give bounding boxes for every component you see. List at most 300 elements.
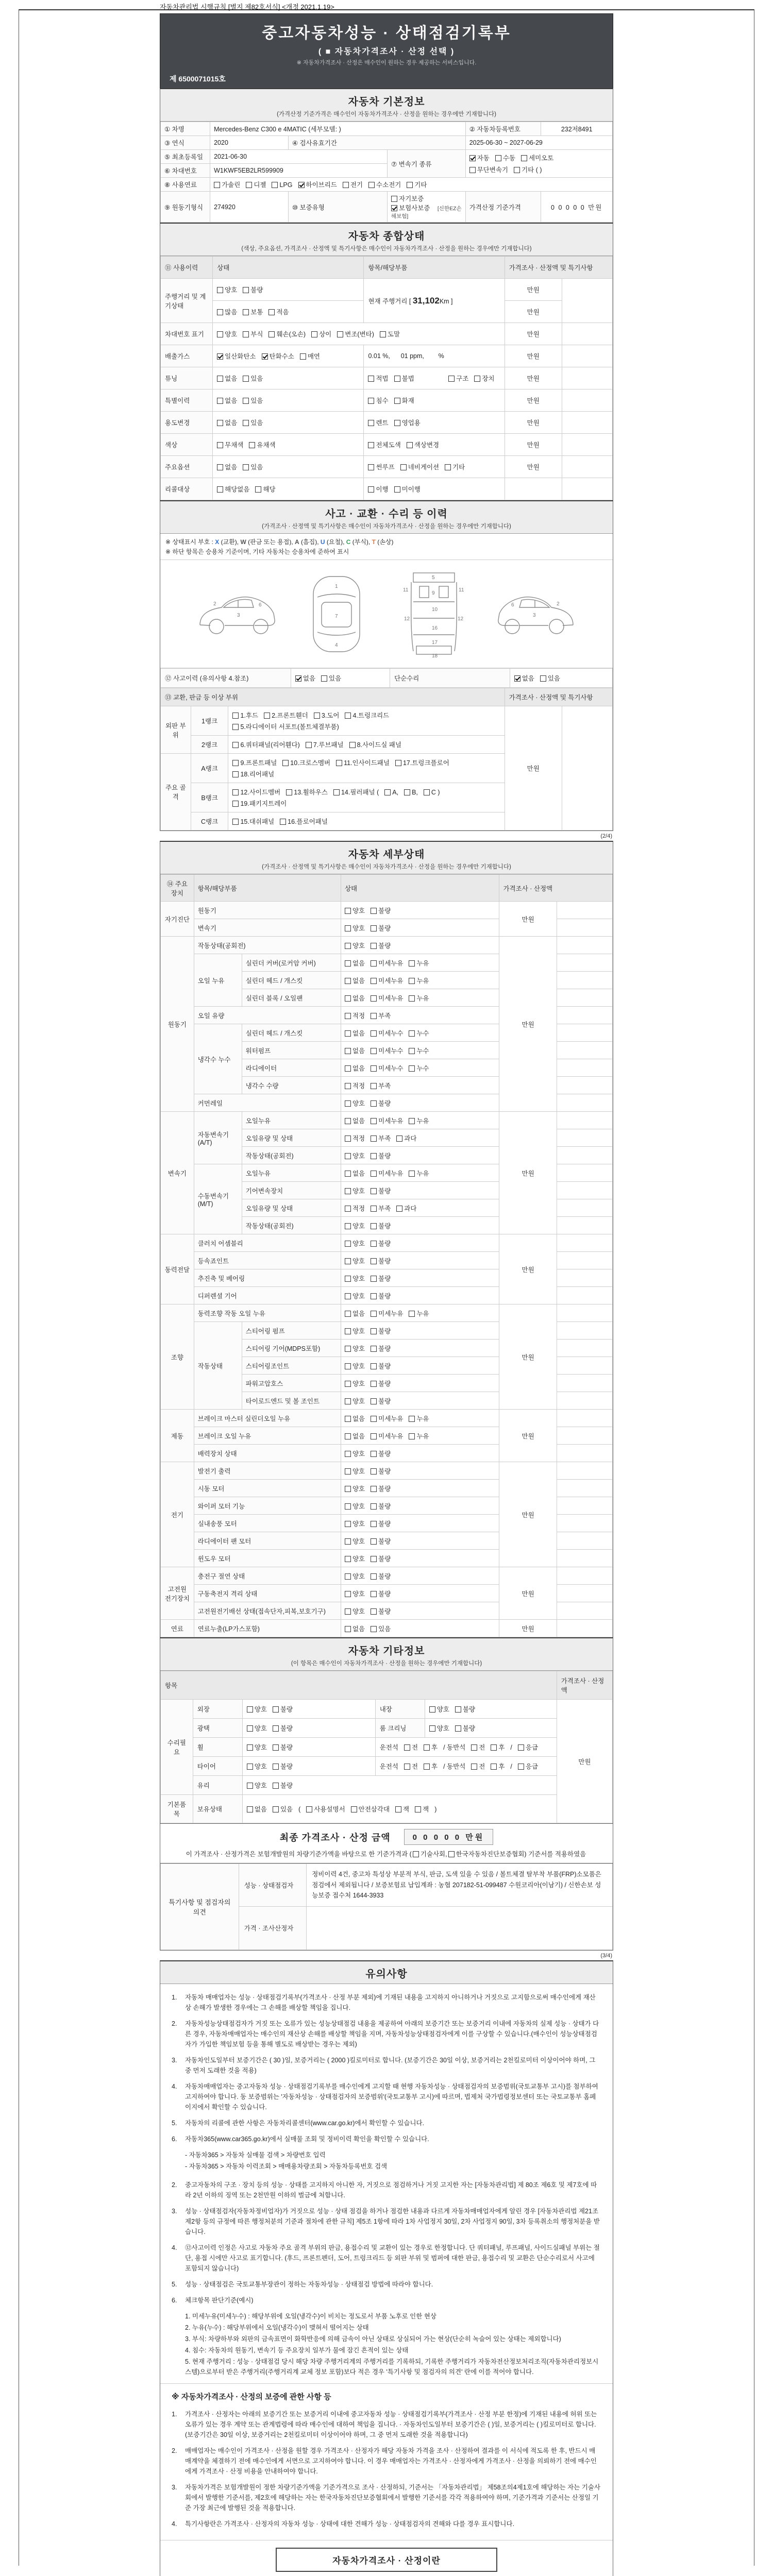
checkbox[interactable] <box>345 1118 351 1124</box>
checkbox[interactable] <box>371 1276 377 1282</box>
checkbox[interactable] <box>368 182 375 188</box>
table-header-row <box>161 875 613 902</box>
group-label-frame: 주요 골격 <box>161 754 191 831</box>
checkbox[interactable] <box>429 1725 435 1732</box>
checkbox[interactable] <box>243 398 249 404</box>
checkbox[interactable] <box>246 182 252 188</box>
state-options <box>341 1410 499 1427</box>
checkbox[interactable] <box>273 1725 279 1732</box>
checkbox[interactable] <box>232 760 239 766</box>
checkbox[interactable] <box>273 1806 279 1812</box>
checkbox[interactable] <box>371 1538 377 1545</box>
checkbox[interactable] <box>345 1626 351 1632</box>
checkbox[interactable] <box>371 1363 377 1369</box>
checkbox[interactable] <box>409 1311 415 1317</box>
checkbox[interactable] <box>247 1783 253 1789</box>
legend-prefix: ※ 상태표시 부호 : <box>165 538 215 546</box>
checkbox[interactable] <box>232 801 239 807</box>
checkbox[interactable] <box>409 1030 415 1037</box>
check-label: 불량 <box>378 1345 391 1352</box>
notice-sub-text: - 자동차365 > 자동차 이력조회 > 매매용차량조회 > 자동차등록번호 검색 <box>185 2162 388 2170</box>
section-overall-note: (색상, 주요옵션, 가격조사 · 산정액 및 특기사항은 매수인이 자동차가격조사 · 산정을 원하는 경우에만 기재합니다) <box>241 246 532 252</box>
checkbox[interactable] <box>247 1806 253 1812</box>
checkbox[interactable] <box>371 1346 377 1352</box>
checkbox[interactable] <box>371 1433 377 1439</box>
checkbox[interactable] <box>371 1013 377 1019</box>
checkbox[interactable] <box>448 1851 455 1857</box>
section-etc-header <box>160 1638 613 1671</box>
checkbox[interactable] <box>345 1206 351 1212</box>
checkbox[interactable] <box>273 1706 279 1713</box>
checkbox[interactable] <box>424 1764 430 1770</box>
checkbox[interactable] <box>491 1764 497 1770</box>
checkbox[interactable] <box>371 1608 377 1615</box>
checkbox[interactable] <box>371 1258 377 1264</box>
checkbox[interactable] <box>409 1065 415 1072</box>
checkbox[interactable] <box>424 1744 430 1751</box>
checkbox[interactable] <box>371 1206 377 1212</box>
checkbox[interactable] <box>232 771 239 777</box>
svg-text:3: 3 <box>533 612 536 618</box>
checkbox[interactable] <box>280 819 286 825</box>
checkbox[interactable] <box>345 1013 351 1019</box>
checkbox[interactable] <box>371 1398 377 1404</box>
checkbox[interactable] <box>217 331 223 337</box>
checkbox[interactable] <box>409 1433 415 1439</box>
checkbox[interactable] <box>345 1276 351 1282</box>
checkbox[interactable] <box>371 1136 377 1142</box>
checkbox[interactable] <box>395 1806 401 1812</box>
checkbox[interactable] <box>345 925 351 931</box>
notice-sub-item <box>185 2345 601 2355</box>
state-options <box>213 412 364 434</box>
guarantee-list <box>160 2406 613 2540</box>
checkbox[interactable] <box>396 1206 402 1212</box>
check-label: 양호 <box>352 1485 365 1493</box>
checkbox[interactable] <box>371 925 377 931</box>
checkbox[interactable] <box>471 1744 477 1751</box>
checkbox[interactable] <box>306 1806 312 1812</box>
checkbox[interactable] <box>217 486 223 493</box>
checkbox[interactable] <box>371 1030 377 1037</box>
checkbox[interactable] <box>345 1083 351 1089</box>
checkbox[interactable] <box>243 287 249 293</box>
checkbox[interactable] <box>345 1591 351 1597</box>
checkbox[interactable] <box>345 1503 351 1510</box>
checkbox[interactable] <box>345 1188 351 1194</box>
checkbox[interactable] <box>345 1608 351 1615</box>
checkbox[interactable] <box>345 1328 351 1334</box>
state-options <box>341 1497 499 1515</box>
checkbox[interactable] <box>396 1136 402 1142</box>
note-cell <box>557 919 612 937</box>
checkbox[interactable] <box>540 675 546 682</box>
check-option <box>371 1484 391 1493</box>
checkbox[interactable] <box>345 713 351 719</box>
reg-no-value: 232저8491 <box>541 122 613 136</box>
checkbox[interactable] <box>217 420 223 426</box>
check-label: 도말 <box>387 331 400 338</box>
checkbox[interactable] <box>217 287 223 293</box>
checkbox[interactable] <box>321 675 327 682</box>
checkbox[interactable] <box>371 1591 377 1597</box>
checkbox-checked[interactable] <box>262 353 268 360</box>
checkbox[interactable] <box>345 1381 351 1387</box>
checkbox[interactable] <box>409 1118 415 1124</box>
checkbox[interactable] <box>247 1725 253 1732</box>
check-label: 불량 <box>378 1537 391 1545</box>
checkbox[interactable] <box>232 819 239 825</box>
checkbox[interactable] <box>300 353 306 360</box>
checkbox[interactable] <box>495 155 501 161</box>
checkbox[interactable] <box>345 995 351 1002</box>
checkbox[interactable] <box>368 464 374 470</box>
price-cell: 만원 <box>505 434 562 456</box>
checkbox[interactable] <box>407 442 413 448</box>
checkbox[interactable] <box>345 1065 351 1072</box>
checkbox[interactable] <box>268 309 275 315</box>
checkbox[interactable] <box>345 1171 351 1177</box>
state-options <box>341 1550 499 1567</box>
checkbox[interactable] <box>371 1626 377 1632</box>
check-option <box>424 1742 438 1752</box>
checkbox[interactable] <box>345 1346 351 1352</box>
checkbox[interactable] <box>217 442 223 448</box>
checkbox[interactable] <box>345 1451 351 1457</box>
checkbox[interactable] <box>368 442 374 448</box>
check-label: ( <box>298 1806 301 1813</box>
checkbox[interactable] <box>368 376 374 382</box>
checkbox[interactable] <box>409 995 415 1002</box>
checkbox-checked[interactable] <box>391 205 397 211</box>
legend-symbol: U <box>320 538 325 546</box>
checkbox[interactable] <box>380 331 386 337</box>
checkbox[interactable] <box>518 1764 524 1770</box>
checkbox[interactable] <box>337 331 343 337</box>
check-label: 양호 <box>352 1240 365 1247</box>
checkbox[interactable] <box>371 1188 377 1194</box>
check-label: 3.도어 <box>321 712 340 719</box>
item-options <box>364 389 505 412</box>
checkbox[interactable] <box>371 1556 377 1562</box>
checkbox[interactable] <box>333 789 340 795</box>
checkbox[interactable] <box>391 196 397 202</box>
device-group-label: 제동 <box>161 1410 194 1462</box>
checkbox[interactable] <box>368 398 374 404</box>
checkbox[interactable] <box>232 713 239 719</box>
price-cell: 만원 <box>505 456 562 478</box>
checkbox[interactable] <box>409 1416 415 1422</box>
check-label: 양호 <box>254 1725 267 1732</box>
checkbox[interactable] <box>518 1744 524 1751</box>
checkbox[interactable] <box>371 1293 377 1299</box>
checkbox[interactable] <box>368 420 374 426</box>
inline-text <box>380 1742 398 1752</box>
checkbox[interactable] <box>345 1556 351 1562</box>
row-label: 타이어 <box>193 1757 242 1776</box>
checkbox[interactable] <box>272 182 278 188</box>
checkbox[interactable] <box>243 420 249 426</box>
checkbox[interactable] <box>345 943 351 949</box>
checkbox[interactable] <box>371 1083 377 1089</box>
checkbox[interactable] <box>371 1573 377 1580</box>
checkbox[interactable] <box>395 760 401 766</box>
checkbox[interactable] <box>368 486 374 493</box>
checkbox[interactable] <box>247 1706 253 1713</box>
checkbox[interactable] <box>273 1783 279 1789</box>
checkbox[interactable] <box>404 1764 410 1770</box>
checkbox-checked[interactable] <box>514 675 520 682</box>
check-label: 15.대쉬패널 <box>240 818 275 825</box>
svg-text:6: 6 <box>259 602 262 608</box>
check-label: 무채색 <box>225 442 244 449</box>
checkbox[interactable] <box>409 960 415 967</box>
inline-text <box>434 1806 436 1813</box>
checkbox[interactable] <box>345 1398 351 1404</box>
state-options <box>341 1094 499 1112</box>
checkbox[interactable] <box>264 713 270 719</box>
checkbox[interactable] <box>243 376 249 382</box>
note-cell <box>562 279 612 323</box>
checkbox[interactable] <box>407 182 413 188</box>
checkbox[interactable] <box>351 1806 357 1812</box>
checkbox[interactable] <box>345 1030 351 1037</box>
checkbox-checked[interactable] <box>217 353 223 360</box>
checkbox[interactable] <box>345 1153 351 1159</box>
checkbox[interactable] <box>455 1706 461 1713</box>
checkbox[interactable] <box>384 789 391 795</box>
state-options <box>341 937 499 954</box>
checkbox[interactable] <box>345 1363 351 1369</box>
checkbox[interactable] <box>232 742 239 748</box>
check-option <box>349 740 401 749</box>
check-option <box>345 1133 365 1143</box>
checkbox[interactable] <box>232 789 239 795</box>
checkbox[interactable] <box>345 1241 351 1247</box>
checkbox[interactable] <box>345 908 351 914</box>
note-cell <box>562 434 612 456</box>
checkbox[interactable] <box>345 1311 351 1317</box>
checkbox[interactable] <box>371 1468 377 1475</box>
checkbox[interactable] <box>371 1065 377 1072</box>
checkbox[interactable] <box>345 1573 351 1580</box>
rank-options-line1 <box>232 817 500 826</box>
checkbox[interactable] <box>394 420 400 426</box>
checkbox[interactable] <box>345 1258 351 1264</box>
checkbox[interactable] <box>371 1521 377 1527</box>
state-options <box>341 1427 499 1445</box>
checkbox[interactable] <box>217 376 223 382</box>
checkbox-checked[interactable] <box>295 675 301 682</box>
state-options <box>341 1287 499 1304</box>
checkbox[interactable] <box>345 1538 351 1545</box>
checkbox[interactable] <box>455 1725 461 1732</box>
check-label: 불량 <box>462 1706 476 1713</box>
checkbox[interactable] <box>345 978 351 984</box>
checkbox[interactable] <box>282 760 289 766</box>
checkbox[interactable] <box>404 1744 410 1751</box>
checkbox[interactable] <box>415 1806 421 1812</box>
checkbox[interactable] <box>217 309 223 315</box>
checkbox[interactable] <box>394 398 400 404</box>
checkbox[interactable] <box>345 1136 351 1142</box>
notice-item-number: 4. <box>172 2244 177 2251</box>
checkbox[interactable] <box>371 1503 377 1510</box>
row-label: 유리 <box>193 1776 242 1795</box>
checkbox[interactable] <box>314 713 320 719</box>
checkbox[interactable] <box>371 1118 377 1124</box>
check-label: 11.인사이드패널 <box>344 759 390 767</box>
note-cell <box>557 1602 612 1620</box>
rank-options-line1 <box>232 758 500 767</box>
item-label: 작동상태(공회전) <box>194 937 341 954</box>
check-label: 미세누수 <box>378 1047 404 1055</box>
checkbox[interactable] <box>217 398 223 404</box>
notice-sub-text: 2. 누유(누수) : 해당부위에서 오일(냉각수)이 맺혀서 떨어지는 상태 <box>185 2324 369 2331</box>
check-label: 보통 <box>250 309 263 316</box>
checkbox[interactable] <box>371 1486 377 1492</box>
checkbox[interactable] <box>371 995 377 1002</box>
checkbox[interactable] <box>371 1451 377 1457</box>
checkbox[interactable] <box>343 182 349 188</box>
table-row-etc <box>161 1719 613 1738</box>
svg-text:1: 1 <box>335 583 338 589</box>
checkbox[interactable] <box>409 1171 415 1177</box>
checkbox[interactable] <box>371 1381 377 1387</box>
checkbox[interactable] <box>243 331 249 337</box>
check-label: 운전석 <box>379 1763 398 1770</box>
checkbox[interactable] <box>247 1764 253 1770</box>
checkbox[interactable] <box>445 464 451 470</box>
checkbox[interactable] <box>345 1293 351 1299</box>
checkbox[interactable] <box>371 1223 377 1229</box>
rank-label: C랭크 <box>191 812 228 831</box>
checkbox[interactable] <box>273 1744 279 1751</box>
checkbox[interactable] <box>371 943 377 949</box>
item-label: 브레이크 오일 누유 <box>194 1427 341 1445</box>
svg-text:9: 9 <box>432 590 435 596</box>
checkbox[interactable] <box>371 1311 377 1317</box>
item-options <box>364 456 505 478</box>
checkbox[interactable] <box>371 1416 377 1422</box>
checkbox[interactable] <box>409 978 415 984</box>
check-option <box>371 1204 391 1213</box>
checkbox-checked[interactable] <box>469 155 476 161</box>
checkbox[interactable] <box>345 1521 351 1527</box>
checkbox[interactable] <box>413 1851 419 1857</box>
check-option <box>371 1624 391 1633</box>
checkbox[interactable] <box>371 1241 377 1247</box>
checkbox[interactable] <box>371 1328 377 1334</box>
checkbox[interactable] <box>514 167 520 173</box>
checkbox[interactable] <box>429 1706 435 1713</box>
checkbox[interactable] <box>394 486 400 493</box>
checkbox[interactable] <box>217 464 223 470</box>
row-label: 룸 크리닝 <box>375 1719 425 1738</box>
checkbox[interactable] <box>306 742 312 748</box>
table-row-detail <box>161 902 613 919</box>
notice-sub-text: - 자동차365 > 자동차 실매물 검색 > 차량번호 입력 <box>185 2151 326 2159</box>
checkbox[interactable] <box>286 789 292 795</box>
state-options <box>213 367 364 389</box>
notice-sub-item <box>185 2150 601 2160</box>
checkbox[interactable] <box>409 1048 415 1054</box>
checkbox[interactable] <box>345 1223 351 1229</box>
table-row <box>161 669 613 688</box>
note-cell <box>557 1077 612 1094</box>
check-label: 불량 <box>378 1520 391 1528</box>
checkbox[interactable] <box>249 442 255 448</box>
checkbox[interactable] <box>371 908 377 914</box>
checkbox[interactable] <box>469 167 476 173</box>
check-label: 디젤 <box>254 181 266 189</box>
note-cell <box>562 389 612 412</box>
checkbox[interactable] <box>345 1048 351 1054</box>
checkbox[interactable] <box>255 486 261 493</box>
checkbox[interactable] <box>400 464 407 470</box>
checkbox[interactable] <box>371 1048 377 1054</box>
check-label: 미세누유 <box>378 1310 404 1317</box>
checkbox-checked[interactable] <box>298 182 305 188</box>
checkbox[interactable] <box>243 309 249 315</box>
checkbox[interactable] <box>336 760 342 766</box>
check-label: / <box>510 1744 512 1751</box>
checkbox[interactable] <box>394 376 400 382</box>
checkbox[interactable] <box>371 1100 377 1107</box>
table-row-etc <box>161 1757 613 1776</box>
checkbox[interactable] <box>345 1486 351 1492</box>
check-label: 불량 <box>378 1467 391 1475</box>
checkbox[interactable] <box>345 1416 351 1422</box>
check-option <box>232 722 339 731</box>
checkbox[interactable] <box>345 1433 351 1439</box>
checkbox[interactable] <box>371 1153 377 1159</box>
checkbox[interactable] <box>371 960 377 967</box>
check-option <box>306 740 344 749</box>
checkbox[interactable] <box>273 1764 279 1770</box>
item-label: 오일유량 및 상태 <box>242 1199 341 1217</box>
checkbox[interactable] <box>471 1764 477 1770</box>
checkbox[interactable] <box>345 1468 351 1475</box>
check-option <box>345 1239 365 1248</box>
checkbox[interactable] <box>474 376 480 382</box>
checkbox[interactable] <box>424 789 430 795</box>
checkbox[interactable] <box>268 331 275 337</box>
check-option <box>518 1742 538 1752</box>
checkbox[interactable] <box>247 1744 253 1751</box>
check-option <box>345 1589 365 1598</box>
checkbox[interactable] <box>371 978 377 984</box>
check-label: 8.사이드실 패널 <box>357 741 401 749</box>
checkbox[interactable] <box>311 331 317 337</box>
checkbox[interactable] <box>371 1171 377 1177</box>
checkbox[interactable] <box>404 789 410 795</box>
checkbox[interactable] <box>448 376 455 382</box>
checkbox[interactable] <box>232 724 239 730</box>
checkbox[interactable] <box>243 464 249 470</box>
check-label: 양호 <box>352 1467 365 1475</box>
checkbox[interactable] <box>345 1100 351 1107</box>
check-option <box>345 1326 365 1335</box>
checkbox[interactable] <box>214 182 220 188</box>
checkbox[interactable] <box>349 742 356 748</box>
checkbox[interactable] <box>521 155 527 161</box>
check-label: 불량 <box>280 1763 293 1770</box>
checkbox[interactable] <box>345 960 351 967</box>
checkbox[interactable] <box>491 1744 497 1751</box>
item-label: 작동상태(공회전) <box>242 1217 341 1234</box>
state-options <box>341 1112 499 1129</box>
